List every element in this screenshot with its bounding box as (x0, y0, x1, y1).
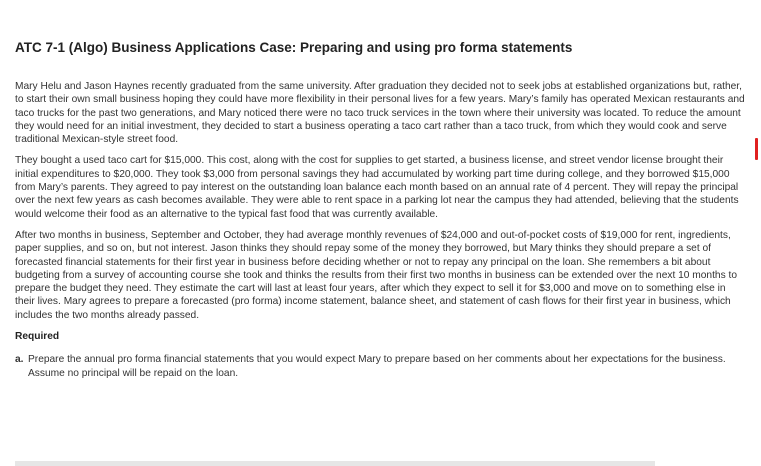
scroll-position-marker[interactable] (755, 138, 758, 160)
part-label: a. (15, 354, 24, 366)
case-content (15, 80, 747, 380)
required-heading: Required (15, 331, 60, 343)
case-paragraph-2: They bought a used taco cart for $15,000. This cost, along with the cost for supplies to get started, a business license, and street vendor license brought their initial expenditures to $20,000. They took $3,000 from personal savings they had accumulated by working part time during college, and they borrowed $15,000 from Mary’s parents. They agreed to pay interest on the outstanding loan balance each month based on an annual rate of 4 percent. They will repay the principal over the next few years as cash becomes available. They were able to rent space in a parking lot near the campus they had attended, believing that the students would welcome their food as an alternative to the typical fast food that was currently available. (15, 155, 739, 220)
required-part-a (15, 353, 747, 380)
case-title: ATC 7-1 (Algo) Business Applications Case: Preparing and using pro forma statements (15, 40, 573, 55)
case-paragraph-3: After two months in business, September and October, they had average monthly revenues of $24,000 and out-of-pocket costs of $19,000 for rent, ingredients, paper supplies, and so on, but not interest. Jason thinks they should repay some of the money they borrowed, but Mary thinks they should prepare a set of forecasted financial statements for their first year in business before deciding whether or not to repay any principal on the loan. She remembers a bit about budgeting from a survey of accounting course she took and thinks the results from their first two months in business can be extended over the next 10 months to prepare the budget they need. They estimate the cart will last at least four years, after which they expect to sell it for $3,000 and move on to something else in their lives. Mary agrees to prepare a forecasted (pro forma) income statement, balance sheet, and statement of cash flows for their first year in business, which includes the two months already passed. (15, 229, 738, 321)
part-text: Prepare the annual pro forma financial statements that you would expect Mary to prepare based on her comments about her expectations for the business. Assume no principal will be repaid on the loan. (28, 354, 726, 379)
bottom-scrollbar-track[interactable] (15, 461, 655, 466)
case-paragraph-1: Mary Helu and Jason Haynes recently graduated from the same university. After graduation they decided not to seek jobs at established organizations but, rather, to start their own small business hoping they could have more flexibility in their personal lives for a few years. Mary’s family has operated Mexican restaurants and taco trucks for the past two generations, and Mary noticed there were no taco truck services in the town where their university was located. To reduce the amount they would need for an initial investment, they decided to start a business operating a taco cart rather than a taco truck, from which they would cook and serve traditional Mexican-style street food. (15, 81, 745, 146)
